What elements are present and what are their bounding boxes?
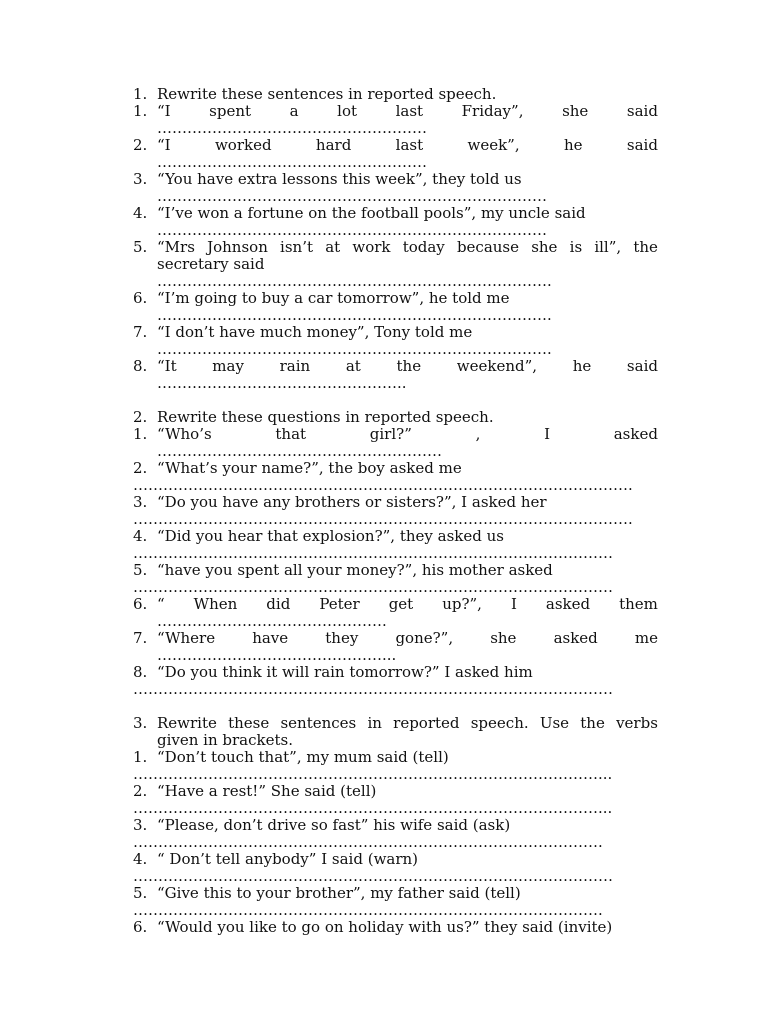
word: gone?”, xyxy=(395,629,454,647)
item-number: 6. xyxy=(133,918,148,936)
item-number: 7. xyxy=(133,629,148,647)
word: because xyxy=(456,238,520,256)
answer-line: ……………………………………………………………………. xyxy=(157,306,552,324)
answer-line: …………………………………………………………………………………... xyxy=(133,765,613,783)
word: that xyxy=(275,425,307,443)
word: speech. xyxy=(470,714,529,732)
word: is xyxy=(569,238,583,256)
word: reported xyxy=(393,714,460,732)
answer-line: …………………………………………………………………………………... xyxy=(133,799,613,817)
item-prompt: “What’s your name?”, the boy asked me xyxy=(157,459,462,477)
answer-line: ……………………………………………………………………. xyxy=(157,340,552,358)
item-number: 2. xyxy=(133,459,148,477)
item-prompt: “Please, don’t drive so fast” his wife said (ask) xyxy=(157,816,511,834)
word: he xyxy=(563,136,583,154)
word: sentences xyxy=(280,714,357,732)
item-prompt-cont: secretary said xyxy=(157,255,265,273)
section-title-cont: given in brackets. xyxy=(157,731,293,749)
word: me xyxy=(634,629,658,647)
item-number: 6. xyxy=(133,595,148,613)
word: said xyxy=(626,102,658,120)
item-prompt: “Would you like to go on holiday with us?” they said (invite) xyxy=(157,918,613,936)
word: get xyxy=(388,595,414,613)
word: ill”, xyxy=(594,238,622,256)
item-prompt: “have you spent all your money?”, his mother asked xyxy=(157,561,553,579)
word: girl?” xyxy=(369,425,412,443)
section-title: Rewrite these sentences in reported speech. xyxy=(157,85,497,103)
word: he xyxy=(572,357,592,375)
word: did xyxy=(266,595,291,613)
word: may xyxy=(212,357,244,375)
answer-line: …………………………………………………………………… xyxy=(157,221,547,239)
word: asked xyxy=(553,629,598,647)
word: I xyxy=(544,425,551,443)
answer-line: ………………………………………... xyxy=(157,646,397,664)
word: I xyxy=(510,595,517,613)
item-number: 2. xyxy=(133,136,148,154)
word: “I xyxy=(157,102,171,120)
item-number: 1. xyxy=(133,425,148,443)
answer-line: ……………………………………………… xyxy=(157,119,427,137)
item-prompt xyxy=(157,629,658,647)
answer-line: …………………………………………………………………………………… xyxy=(133,544,613,562)
item-prompt: “Don’t touch that”, my mum said (tell) xyxy=(157,748,449,766)
word: Johnson xyxy=(207,238,268,256)
item-prompt: “I’ve won a fortune on the football pools”, my uncle said xyxy=(157,204,586,222)
word: she xyxy=(531,238,558,256)
word: spent xyxy=(209,102,252,120)
word: lot xyxy=(337,102,358,120)
word: said xyxy=(626,136,658,154)
item-number: 5. xyxy=(133,884,148,902)
section-number: 1. xyxy=(133,85,148,103)
item-number: 5. xyxy=(133,238,148,256)
word: she xyxy=(490,629,517,647)
answer-line: ………………………………………………… xyxy=(157,442,442,460)
item-prompt: “Did you hear that explosion?”, they asked us xyxy=(157,527,504,545)
word: they xyxy=(325,629,359,647)
word: the xyxy=(580,714,605,732)
answer-line: ……………………………………………………………………. xyxy=(157,272,552,290)
item-number: 3. xyxy=(133,170,148,188)
word: today xyxy=(402,238,445,256)
word: she xyxy=(562,102,589,120)
word: them xyxy=(619,595,658,613)
word: “Mrs xyxy=(157,238,195,256)
answer-line: …………………………………………………………………………………. xyxy=(133,901,603,919)
word: “Who’s xyxy=(157,425,212,443)
word: Use xyxy=(539,714,570,732)
word: Rewrite xyxy=(157,714,217,732)
word: the xyxy=(633,238,658,256)
word: a xyxy=(289,102,299,120)
word: in xyxy=(367,714,382,732)
word: have xyxy=(252,629,289,647)
word: “I xyxy=(157,136,171,154)
word: verbs xyxy=(616,714,658,732)
item-prompt: “ Don’t tell anybody” I said (warn) xyxy=(157,850,419,868)
answer-line: …………………………………………………………………………………. xyxy=(133,833,603,851)
word: rain xyxy=(279,357,311,375)
word: asked xyxy=(545,595,591,613)
item-number: 3. xyxy=(133,493,148,511)
word: , xyxy=(475,425,481,443)
word: worked xyxy=(214,136,272,154)
section-number: 3. xyxy=(133,714,148,732)
answer-line: ………………………………………………………………………………………. xyxy=(133,476,633,494)
item-number: 7. xyxy=(133,323,148,341)
item-number: 4. xyxy=(133,204,148,222)
word: “It xyxy=(157,357,177,375)
word: said xyxy=(626,357,658,375)
section-title: Rewrite these questions in reported speech. xyxy=(157,408,494,426)
item-prompt: “I don’t have much money”, Tony told me xyxy=(157,323,473,341)
item-prompt: “I’m going to buy a car tomorrow”, he told me xyxy=(157,289,510,307)
answer-line: ………………………………………………………………………………………. xyxy=(133,510,633,528)
item-prompt: “Do you think it will rain tomorrow?” I asked him xyxy=(157,663,533,681)
item-number: 8. xyxy=(133,357,148,375)
item-prompt: “Have a rest!” She said (tell) xyxy=(157,782,377,800)
word: weekend”, xyxy=(456,357,538,375)
word: hard xyxy=(315,136,352,154)
item-number: 1. xyxy=(133,748,148,766)
word: the xyxy=(396,357,422,375)
item-number: 4. xyxy=(133,850,148,868)
answer-line: …………………………………………………………………………………… xyxy=(133,680,613,698)
word: at xyxy=(345,357,361,375)
item-number: 1. xyxy=(133,102,148,120)
item-prompt xyxy=(157,136,658,154)
word: at xyxy=(325,238,341,256)
answer-line: …………………………………………………………………………………… xyxy=(133,867,613,885)
word: up?”, xyxy=(442,595,482,613)
answer-line: …………………………………………………………………… xyxy=(157,187,547,205)
item-number: 3. xyxy=(133,816,148,834)
word: Peter xyxy=(319,595,360,613)
word: week”, xyxy=(467,136,520,154)
word: these xyxy=(228,714,270,732)
answer-line: …………………………………………………………………………………… xyxy=(133,578,613,596)
answer-line: ………………………………………….. xyxy=(157,374,407,392)
item-prompt xyxy=(157,425,658,443)
item-number: 5. xyxy=(133,561,148,579)
item-number: 8. xyxy=(133,663,148,681)
item-prompt xyxy=(157,595,658,613)
word: asked xyxy=(613,425,658,443)
item-prompt xyxy=(157,357,658,375)
word: isn’t xyxy=(280,238,313,256)
word: work xyxy=(352,238,391,256)
section-number: 2. xyxy=(133,408,148,426)
word: Friday”, xyxy=(461,102,524,120)
word: When xyxy=(193,595,238,613)
item-prompt xyxy=(157,238,658,256)
item-prompt: “Give this to your brother”, my father said (tell) xyxy=(157,884,521,902)
word: “Where xyxy=(157,629,216,647)
answer-line: ………………………………………. xyxy=(157,612,387,630)
item-number: 4. xyxy=(133,527,148,545)
item-prompt xyxy=(157,102,658,120)
item-number: 6. xyxy=(133,289,148,307)
word: last xyxy=(395,136,424,154)
answer-line: ……………………………………………… xyxy=(157,153,427,171)
item-prompt: “You have extra lessons this week”, they told us xyxy=(157,170,522,188)
item-prompt: “Do you have any brothers or sisters?”, I asked her xyxy=(157,493,547,511)
item-number: 2. xyxy=(133,782,148,800)
word: “ xyxy=(157,595,165,613)
word: last xyxy=(395,102,424,120)
section-title xyxy=(157,714,658,732)
